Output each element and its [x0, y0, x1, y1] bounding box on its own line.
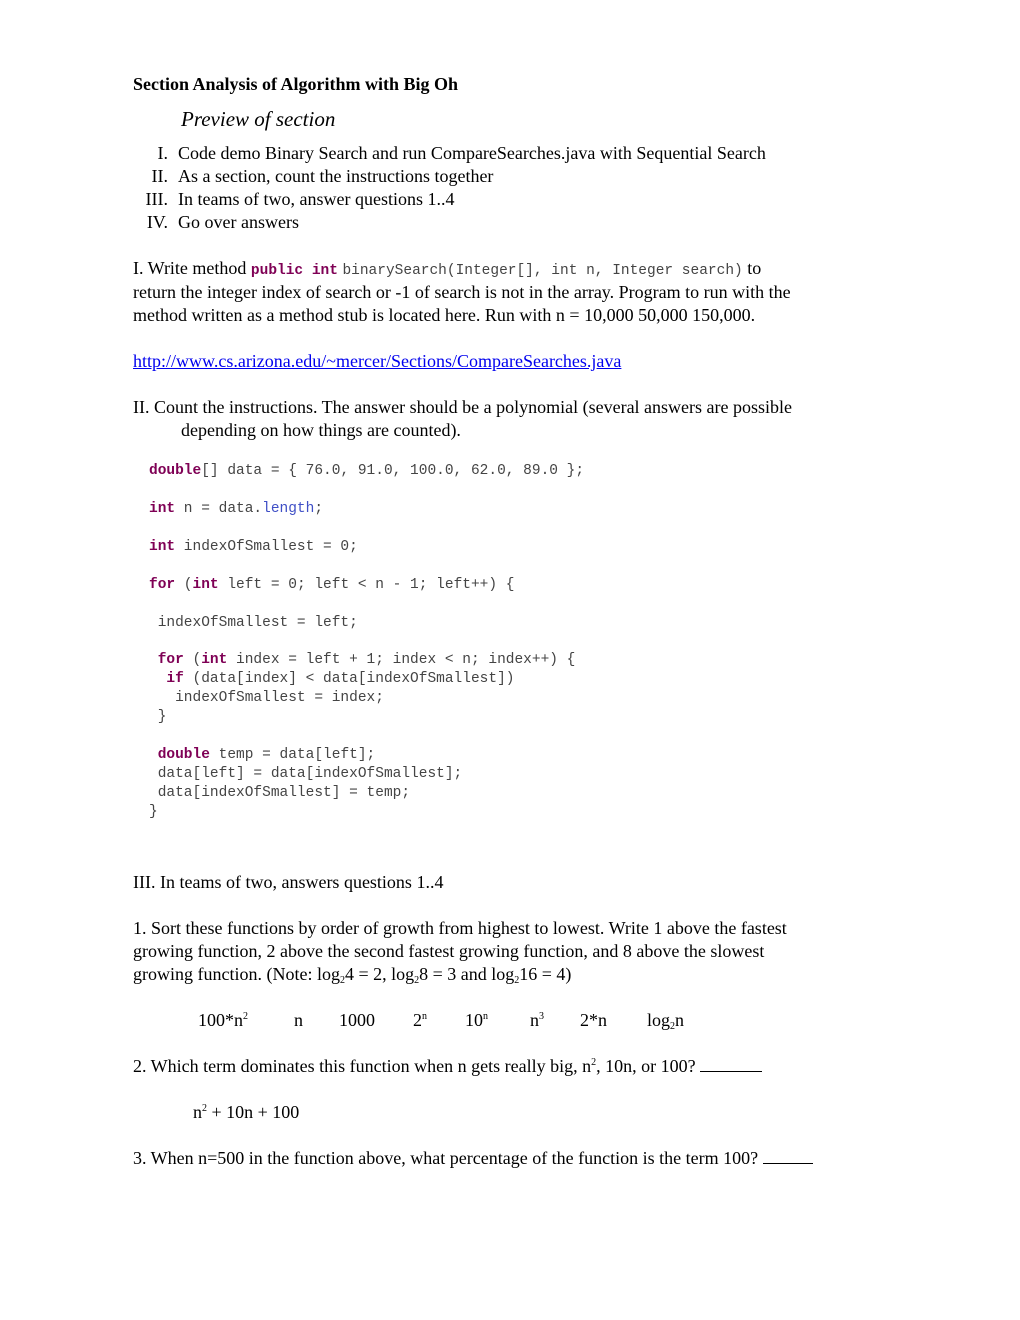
code-line: double[] data = { 76.0, 91.0, 100.0, 62.0, 89.0 };: [149, 463, 585, 479]
code-line: int indexOfSmallest = 0;: [149, 539, 358, 555]
list-item: III. In teams of two, answer questions 1..4: [145, 189, 455, 209]
q2-text: 2. Which term dominates this function when n gets really big, $n^2$, 10n, or 100?: [133, 1055, 762, 1078]
function-item: 2$^n$: [413, 1010, 427, 1030]
function-item: 1000: [339, 1010, 375, 1030]
source-link-row: [133, 350, 621, 373]
list-item: IV. Go over answers: [146, 212, 299, 232]
code-line: indexOfSmallest = index;: [149, 690, 384, 706]
q1-line1: 1. Sort these functions by order of growth from highest to lowest. Write 1 above the fastest: [133, 918, 787, 938]
code-line: }: [149, 709, 167, 725]
q1-line3: growing function. (Note: $\log_24 = 2$, $\log_28 = 3$ and $\log_216 = 4$): [133, 964, 572, 986]
code-line: }: [149, 804, 158, 820]
part1-line3: method written as a method stub is located here. Run with n = 10,000 50,000 150,000.: [133, 305, 756, 325]
function-item: 2*n: [580, 1010, 607, 1030]
answer-blank[interactable]: [763, 1147, 813, 1164]
function-item: $n^3$: [530, 1010, 544, 1030]
part1-line2: return the integer index of search or -1 of search is not in the array. Program to run with the: [133, 282, 791, 302]
code-line: int n = data.length;: [149, 501, 324, 517]
function-item: $100*n^2$: [198, 1010, 248, 1030]
code-line: if (data[index] < data[indexOfSmallest]): [166, 671, 515, 687]
part3-heading: III. In teams of two, answers questions 1..4: [133, 872, 444, 892]
source-link[interactable]: http://www.cs.arizona.edu/~mercer/Sections/CompareSearches.java: [133, 351, 622, 371]
code-line: indexOfSmallest = left;: [149, 615, 358, 631]
q3-text: 3. When n=500 in the function above, what percentage of the function is the term 100?: [133, 1147, 813, 1170]
method-signature: binarySearch(Integer[], int n, Integer search): [342, 263, 743, 279]
function-item: n: [294, 1010, 303, 1030]
code-line: for (int left = 0; left < n - 1; left++) {: [149, 577, 515, 593]
list-item: I. Code demo Binary Search and run CompareSearches.java with Sequential Search: [157, 143, 766, 163]
function-item: 10$^n$: [465, 1010, 488, 1030]
code-line: data[left] = data[indexOfSmallest];: [149, 766, 463, 782]
code-line: data[indexOfSmallest] = temp;: [149, 785, 411, 801]
list-item: II. As a section, count the instructions together: [151, 166, 494, 186]
preview-list: [128, 142, 766, 234]
code-line: for (int index = left + 1; index < n; index++) {: [157, 652, 576, 668]
part2-line2: depending on how things are counted).: [181, 420, 461, 440]
function-item: $\log_2n$: [647, 1010, 685, 1032]
preview-heading: Preview of section: [181, 107, 336, 131]
answer-blank[interactable]: [700, 1055, 762, 1072]
part1-line1: I. Write method public int binarySearch(Integer[], int n, Integer search) to: [133, 258, 762, 279]
page-title: Section Analysis of Algorithm with Big Oh: [133, 74, 459, 94]
q1-line2: growing function, 2 above the second fastest growing function, and 8 above the slowest: [133, 941, 765, 961]
code-line: double temp = data[left];: [157, 747, 376, 763]
q2-expression: $n^2 + 10n + 100$: [193, 1102, 300, 1122]
part2-line1: II. Count the instructions. The answer should be a polynomial (several answers are possible: [133, 397, 793, 417]
